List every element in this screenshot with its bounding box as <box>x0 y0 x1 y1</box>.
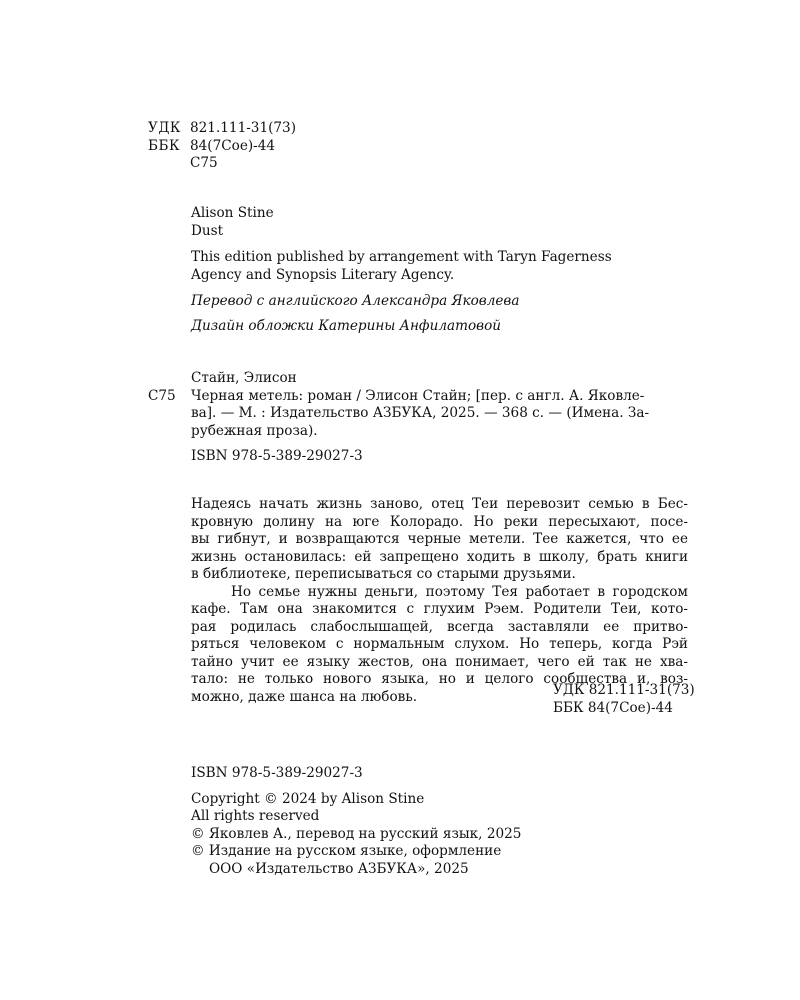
biblio-line-2: ва]. — М. : Издательство АЗБУКА, 2025. — 368 с. — (Имена. За- <box>191 405 650 421</box>
original-edition <box>191 205 691 240</box>
udk-value: 821.111-31(73) <box>190 120 297 136</box>
annotation-p2-line-1: Но семье нужны деньги, поэтому Тея работает в городском <box>231 583 688 600</box>
biblio-code: С75 <box>148 387 176 404</box>
annotation-p2-line-4: ряться человеком с нормальным слухом. Но теперь, когда Рэй <box>191 636 688 652</box>
arrangement-line-1: This edition published by arrangement with Taryn Fagerness <box>191 249 612 265</box>
copyright-line-3: © Яковлев А., перевод на русский язык, 2025 <box>191 825 522 842</box>
biblio-isbn: ISBN 978-5-389-29027-3 <box>191 448 363 464</box>
annotation-p2-line-2: кафе. Там она знакомится с глухим Рэем. Родители Теи, кото- <box>191 601 688 617</box>
original-author: Alison Stine <box>191 205 274 221</box>
arrangement-line-2: Agency and Synopsis Literary Agency. <box>191 266 455 283</box>
bibliographic-record <box>148 370 688 466</box>
annotation-p2-line-7: можно, даже шанса на любовь. <box>191 688 418 705</box>
annotation-p1-line-3: вы гибнут, и возвращаются черные метели. Тее кажется, что ее <box>191 531 688 547</box>
annotation-p1-line-2: кровную долину на юге Колорадо. Но реки пересыхают, посе- <box>191 513 688 530</box>
copyright-line-4: © Издание на русском языке, оформление <box>191 843 502 859</box>
biblio-author-heading: Стайн, Элисон <box>191 370 297 386</box>
udk-bottom: УДК 821.111-31(73) <box>553 682 695 698</box>
udk-label: УДК <box>148 120 181 136</box>
annotation-p2-line-6: тало: не только нового языка, но и целого сообщества и, воз- <box>191 671 688 687</box>
bbk-value: 84(7Сое)-44 <box>190 137 276 154</box>
biblio-line-3: рубежная проза). <box>191 422 318 439</box>
copyright-line-1: Copyright © 2024 by Alison Stine <box>191 790 425 807</box>
annotation-p2-line-5: тайно учит ее языку жестов, она понимает, чего ей так не хва- <box>191 653 688 670</box>
annotation <box>191 496 688 706</box>
annotation-p1-line-5: в библиотеке, переписываться со старыми друзьями. <box>191 566 576 582</box>
translation-credit <box>191 293 691 311</box>
arrangement-note <box>191 249 691 284</box>
bbk-row <box>148 138 448 156</box>
original-title: Dust <box>191 222 224 239</box>
cover-design-credit <box>191 318 691 336</box>
copyright-isbn: ISBN 978-5-389-29027-3 <box>191 765 363 781</box>
copyright-line-5: ООО «Издательство АЗБУКА», 2025 <box>209 860 469 877</box>
copyright-line-2: All rights reserved <box>191 808 320 824</box>
udk-row <box>148 120 448 138</box>
bbk-bottom: ББК 84(7Сое)-44 <box>553 699 673 716</box>
biblio-description <box>148 388 688 441</box>
translation-line: Перевод с английского Александра Яковлева <box>191 293 520 309</box>
classification-top <box>148 120 448 173</box>
biblio-line-1: Черная метель: роман / Элисон Стайн; [пер. с англ. А. Яковле- <box>191 387 645 404</box>
classification-bottom <box>553 682 733 717</box>
author-mark: С75 <box>190 155 218 171</box>
copyright-block <box>191 765 611 878</box>
biblio-text <box>191 388 688 441</box>
bbk-label: ББК <box>148 137 180 154</box>
annotation-p2-line-3: рая родилась слабослышащей, всегда заставляли ее притво- <box>191 618 688 635</box>
annotation-p1-line-1: Надеясь начать жизнь заново, отец Теи перевозит семью в Бес- <box>191 496 688 512</box>
annotation-p1-line-4: жизнь остановилась: ей запрещено ходить в школу, брать книги <box>191 548 688 565</box>
cover-design-line: Дизайн обложки Катерины Анфилатовой <box>191 318 502 334</box>
